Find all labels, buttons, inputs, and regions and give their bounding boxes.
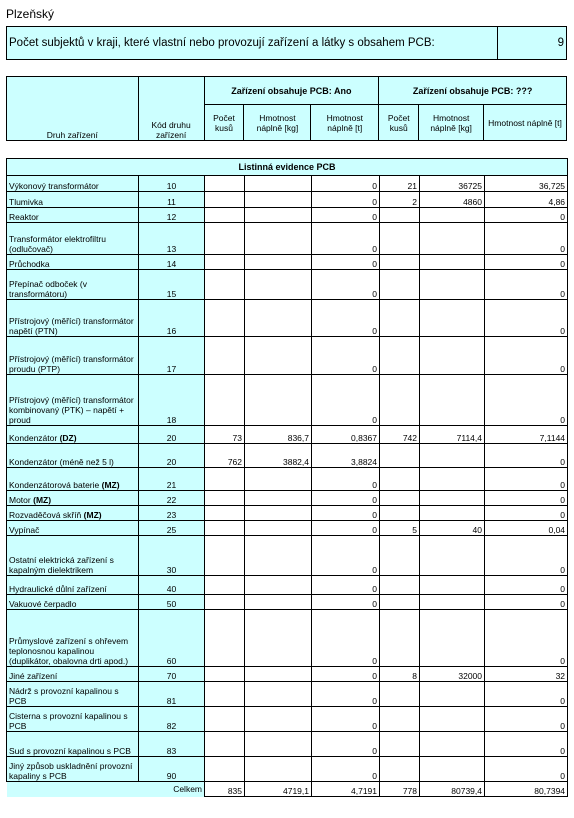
cell-a-cnt <box>205 536 245 576</box>
cell-a-t: 0 <box>312 192 380 208</box>
row-name-text: Kondenzátor (méně než 5 l) <box>9 457 114 467</box>
row-name <box>7 521 139 536</box>
row-name-text: Přístrojový (měřící) transformátor proudu (PTP) <box>9 354 134 374</box>
table-row <box>7 468 568 491</box>
row-tag: (DZ) <box>59 433 77 443</box>
row-name-text: Přístrojový (měřící) transformátor napětí (PTN) <box>9 316 134 336</box>
table-row <box>7 491 568 506</box>
row-code: 40 <box>139 576 205 595</box>
cell-a-kg <box>245 300 312 337</box>
cell-a-cnt <box>205 176 245 192</box>
summary-value: 9 <box>498 27 567 60</box>
row-name <box>7 732 139 757</box>
cell-b-kg: 36725 <box>420 176 485 192</box>
cell-a-t: 0 <box>312 375 380 426</box>
cell-a-cnt <box>205 521 245 536</box>
row-code: 18 <box>139 375 205 426</box>
cell-b-kg <box>420 506 485 521</box>
row-name-text: Reaktor <box>9 212 39 222</box>
cell-a-kg <box>245 375 312 426</box>
cell-b-t: 0 <box>485 255 568 270</box>
row-name-text: Transformátor elektrofiltru (odlučovač) <box>9 234 106 254</box>
total-b-kg: 80739,4 <box>420 782 485 797</box>
cell-a-kg <box>245 208 312 223</box>
cell-b-t: 0 <box>485 375 568 426</box>
row-name-text: Cisterna s provozní kapalinou s PCB <box>9 711 128 731</box>
section-title: Listinná evidence PCB <box>7 159 568 176</box>
row-name <box>7 337 139 375</box>
cell-a-kg <box>245 223 312 255</box>
cell-b-cnt <box>380 300 420 337</box>
cell-b-cnt <box>380 595 420 610</box>
cell-b-t: 0 <box>485 536 568 576</box>
row-code: 17 <box>139 337 205 375</box>
cell-a-kg <box>245 521 312 536</box>
cell-a-t: 0 <box>312 757 380 782</box>
cell-b-cnt: 5 <box>380 521 420 536</box>
cell-a-cnt <box>205 491 245 506</box>
row-code: 23 <box>139 506 205 521</box>
cell-b-cnt <box>380 610 420 667</box>
cell-b-kg <box>420 491 485 506</box>
cell-a-t: 0 <box>312 595 380 610</box>
row-name-text: Přepínač odboček (v transformátoru) <box>9 279 87 299</box>
cell-a-kg <box>245 192 312 208</box>
table-row <box>7 667 568 682</box>
cell-a-kg <box>245 667 312 682</box>
total-a-kg: 4719,1 <box>245 782 312 797</box>
cell-a-cnt <box>205 192 245 208</box>
table-row <box>7 270 568 300</box>
row-name <box>7 468 139 491</box>
row-code: 90 <box>139 757 205 782</box>
cell-a-kg: 3882,4 <box>245 444 312 468</box>
cell-a-kg <box>245 682 312 707</box>
row-code: 60 <box>139 610 205 667</box>
cell-a-cnt <box>205 375 245 426</box>
cell-a-cnt <box>205 255 245 270</box>
row-code: 14 <box>139 255 205 270</box>
table-row <box>7 337 568 375</box>
cell-a-kg <box>245 337 312 375</box>
row-code: 83 <box>139 732 205 757</box>
sub-header-t: Hmotnost náplně [t] <box>311 105 379 141</box>
table-row <box>7 732 568 757</box>
cell-b-kg <box>420 223 485 255</box>
cell-a-kg <box>245 610 312 667</box>
row-name-text: Výkonový transformátor <box>9 181 99 191</box>
cell-a-cnt <box>205 757 245 782</box>
cell-b-t: 0 <box>485 444 568 468</box>
row-name <box>7 536 139 576</box>
cell-b-cnt <box>380 682 420 707</box>
row-name-text: Nádrž s provozní kapalinou s PCB <box>9 686 119 706</box>
row-code: 12 <box>139 208 205 223</box>
group-header-unknown: Zařízení obsahuje PCB: ??? <box>379 77 567 105</box>
total-row <box>7 782 568 797</box>
cell-b-kg <box>420 255 485 270</box>
cell-a-kg <box>245 757 312 782</box>
cell-a-cnt <box>205 337 245 375</box>
cell-b-t: 0 <box>485 223 568 255</box>
cell-b-kg: 40 <box>420 521 485 536</box>
cell-b-t: 0 <box>485 491 568 506</box>
row-tag: (MZ) <box>33 495 52 505</box>
cell-a-t: 3,8824 <box>312 444 380 468</box>
table-row <box>7 610 568 667</box>
row-name <box>7 576 139 595</box>
row-code: 15 <box>139 270 205 300</box>
cell-a-cnt <box>205 506 245 521</box>
cell-a-kg <box>245 176 312 192</box>
cell-b-cnt <box>380 506 420 521</box>
row-name-text: Kondenzátor <box>9 433 58 443</box>
cell-a-cnt <box>205 595 245 610</box>
cell-a-cnt <box>205 576 245 595</box>
row-name <box>7 223 139 255</box>
row-code: 20 <box>139 426 205 444</box>
cell-b-t: 0 <box>485 576 568 595</box>
row-name-text: Ostatní elektrická zařízení s kapalným dielektrikem <box>9 555 114 575</box>
row-name <box>7 208 139 223</box>
cell-a-kg <box>245 732 312 757</box>
cell-a-t: 0 <box>312 300 380 337</box>
cell-b-kg <box>420 536 485 576</box>
cell-b-t: 0,04 <box>485 521 568 536</box>
cell-b-cnt <box>380 255 420 270</box>
header-table <box>6 76 567 141</box>
table-row <box>7 707 568 732</box>
cell-a-cnt <box>205 610 245 667</box>
cell-b-kg <box>420 757 485 782</box>
cell-a-cnt: 762 <box>205 444 245 468</box>
row-code: 16 <box>139 300 205 337</box>
cell-a-t: 0 <box>312 667 380 682</box>
cell-b-cnt <box>380 491 420 506</box>
row-name <box>7 707 139 732</box>
row-code: 10 <box>139 176 205 192</box>
row-code: 70 <box>139 667 205 682</box>
row-name <box>7 270 139 300</box>
row-code: 82 <box>139 707 205 732</box>
cell-b-cnt <box>380 707 420 732</box>
summary-table <box>6 26 567 60</box>
row-name <box>7 682 139 707</box>
cell-b-kg <box>420 595 485 610</box>
cell-b-kg <box>420 707 485 732</box>
row-code: 13 <box>139 223 205 255</box>
table-row <box>7 506 568 521</box>
row-code: 21 <box>139 468 205 491</box>
cell-b-kg <box>420 610 485 667</box>
row-name <box>7 426 139 444</box>
row-code: 22 <box>139 491 205 506</box>
cell-a-kg <box>245 468 312 491</box>
cell-b-kg <box>420 337 485 375</box>
cell-b-cnt <box>380 576 420 595</box>
cell-b-t: 0 <box>485 337 568 375</box>
cell-b-t: 0 <box>485 270 568 300</box>
cell-a-cnt <box>205 270 245 300</box>
table-row <box>7 521 568 536</box>
cell-a-t: 0 <box>312 576 380 595</box>
cell-b-t: 0 <box>485 732 568 757</box>
cell-b-t: 0 <box>485 506 568 521</box>
pcb-table <box>6 158 568 797</box>
cell-b-cnt: 8 <box>380 667 420 682</box>
row-name <box>7 667 139 682</box>
row-name-text: Vypínač <box>9 525 40 535</box>
cell-a-cnt <box>205 707 245 732</box>
cell-a-t: 0 <box>312 506 380 521</box>
cell-b-cnt <box>380 223 420 255</box>
cell-b-cnt <box>380 337 420 375</box>
table-row <box>7 536 568 576</box>
cell-a-t: 0 <box>312 682 380 707</box>
cell-b-cnt <box>380 270 420 300</box>
row-name <box>7 757 139 782</box>
table-row <box>7 444 568 468</box>
cell-b-kg <box>420 270 485 300</box>
table-row <box>7 223 568 255</box>
total-label: Celkem <box>7 782 205 797</box>
sub-header-kg: Hmotnost náplně [kg] <box>419 105 484 141</box>
cell-b-kg: 32000 <box>420 667 485 682</box>
row-name <box>7 491 139 506</box>
row-name <box>7 176 139 192</box>
cell-b-t: 0 <box>485 468 568 491</box>
row-tag: (MZ) <box>83 510 102 520</box>
cell-a-cnt <box>205 208 245 223</box>
cell-a-cnt <box>205 682 245 707</box>
cell-a-t: 0 <box>312 521 380 536</box>
cell-a-t: 0 <box>312 176 380 192</box>
row-name-text: Hydraulické důlní zařízení <box>9 584 107 594</box>
cell-b-kg <box>420 444 485 468</box>
row-name <box>7 506 139 521</box>
row-name-text: Jiný způsob uskladnění provozní kapaliny s PCB <box>9 761 133 781</box>
cell-a-t: 0 <box>312 337 380 375</box>
row-name-text: Průmyslové zařízení s ohřevem teplonosnou kapalinou (duplikátor, obalovna drti apod.) <box>9 636 129 666</box>
row-name-text: Rozvaděčová skříň <box>9 510 82 520</box>
row-name-text: Jiné zařízení <box>9 671 58 681</box>
cell-b-cnt <box>380 732 420 757</box>
cell-b-t: 36,725 <box>485 176 568 192</box>
row-name-text: Kondenzátorová baterie <box>9 480 100 490</box>
table-row <box>7 208 568 223</box>
region-title: Plzeňský <box>6 7 55 21</box>
table-row <box>7 576 568 595</box>
cell-a-kg <box>245 576 312 595</box>
cell-b-cnt: 2 <box>380 192 420 208</box>
cell-b-t: 7,1144 <box>485 426 568 444</box>
cell-b-t: 0 <box>485 300 568 337</box>
cell-b-cnt <box>380 208 420 223</box>
cell-b-kg: 7114,4 <box>420 426 485 444</box>
sub-header-t: Hmotnost náplně [t] <box>484 105 567 141</box>
cell-a-t: 0 <box>312 468 380 491</box>
cell-a-kg <box>245 506 312 521</box>
sub-header-count: Počet kusů <box>204 105 244 141</box>
cell-b-cnt: 742 <box>380 426 420 444</box>
cell-b-t: 0 <box>485 208 568 223</box>
cell-a-kg <box>245 536 312 576</box>
row-code: 20 <box>139 444 205 468</box>
cell-b-kg <box>420 208 485 223</box>
cell-b-t: 0 <box>485 610 568 667</box>
cell-b-cnt <box>380 757 420 782</box>
cell-a-t: 0 <box>312 732 380 757</box>
row-name-text: Průchodka <box>9 259 50 269</box>
cell-b-cnt <box>380 536 420 576</box>
row-name <box>7 595 139 610</box>
row-tag: (MZ) <box>101 480 120 490</box>
cell-a-t: 0 <box>312 610 380 667</box>
cell-a-cnt <box>205 468 245 491</box>
table-row <box>7 757 568 782</box>
row-code: 25 <box>139 521 205 536</box>
table-row <box>7 255 568 270</box>
cell-b-cnt: 21 <box>380 176 420 192</box>
row-name-text: Sud s provozní kapalinou s PCB <box>9 746 131 756</box>
cell-a-t: 0 <box>312 270 380 300</box>
row-name <box>7 444 139 468</box>
row-code: 30 <box>139 536 205 576</box>
cell-a-t: 0,8367 <box>312 426 380 444</box>
row-name-text: Přístrojový (měřící) transformátor kombinovaný (PTK) – napětí + proud <box>9 395 134 425</box>
cell-b-kg <box>420 468 485 491</box>
row-name-text: Tlumivka <box>9 197 44 207</box>
total-a-t: 4,7191 <box>312 782 380 797</box>
cell-b-t: 0 <box>485 707 568 732</box>
group-header-yes: Zařízení obsahuje PCB: Ano <box>204 77 379 105</box>
table-row <box>7 192 568 208</box>
cell-a-cnt <box>205 300 245 337</box>
cell-b-kg <box>420 682 485 707</box>
col-header-code: Kód druhu zařízení <box>138 77 204 141</box>
row-name <box>7 255 139 270</box>
row-name <box>7 375 139 426</box>
cell-a-kg <box>245 595 312 610</box>
total-b-cnt: 778 <box>380 782 420 797</box>
row-name <box>7 610 139 667</box>
total-b-t: 80,7394 <box>485 782 568 797</box>
cell-a-t: 0 <box>312 536 380 576</box>
cell-b-cnt <box>380 375 420 426</box>
sub-header-count: Počet kusů <box>379 105 419 141</box>
cell-b-kg <box>420 375 485 426</box>
cell-a-t: 0 <box>312 223 380 255</box>
table-row <box>7 300 568 337</box>
cell-a-t: 0 <box>312 707 380 732</box>
table-row <box>7 176 568 192</box>
cell-a-t: 0 <box>312 255 380 270</box>
total-a-cnt: 835 <box>205 782 245 797</box>
cell-a-kg <box>245 255 312 270</box>
cell-a-cnt <box>205 732 245 757</box>
cell-a-cnt <box>205 667 245 682</box>
table-row <box>7 682 568 707</box>
cell-a-kg: 836,7 <box>245 426 312 444</box>
table-row <box>7 375 568 426</box>
cell-b-kg: 4860 <box>420 192 485 208</box>
cell-b-cnt <box>380 468 420 491</box>
cell-b-kg <box>420 300 485 337</box>
cell-b-t: 0 <box>485 595 568 610</box>
table-row <box>7 426 568 444</box>
cell-a-cnt: 73 <box>205 426 245 444</box>
cell-b-t: 0 <box>485 757 568 782</box>
row-code: 11 <box>139 192 205 208</box>
cell-a-kg <box>245 491 312 506</box>
cell-a-t: 0 <box>312 491 380 506</box>
row-name-text: Vakuové čerpadlo <box>9 599 77 609</box>
row-name <box>7 300 139 337</box>
col-header-type: Druh zařízení <box>7 77 139 141</box>
cell-a-t: 0 <box>312 208 380 223</box>
summary-label: Počet subjektů v kraji, které vlastní nebo provozují zařízení a látky s obsahem PCB: <box>7 27 498 60</box>
cell-b-kg <box>420 732 485 757</box>
row-code: 81 <box>139 682 205 707</box>
cell-a-kg <box>245 270 312 300</box>
row-name <box>7 192 139 208</box>
cell-b-t: 0 <box>485 682 568 707</box>
cell-b-t: 4,86 <box>485 192 568 208</box>
cell-b-t: 32 <box>485 667 568 682</box>
cell-b-kg <box>420 576 485 595</box>
row-code: 50 <box>139 595 205 610</box>
sub-header-kg: Hmotnost náplně [kg] <box>244 105 311 141</box>
cell-a-cnt <box>205 223 245 255</box>
cell-a-kg <box>245 707 312 732</box>
cell-b-cnt <box>380 444 420 468</box>
table-row <box>7 595 568 610</box>
row-name-text: Motor <box>9 495 31 505</box>
